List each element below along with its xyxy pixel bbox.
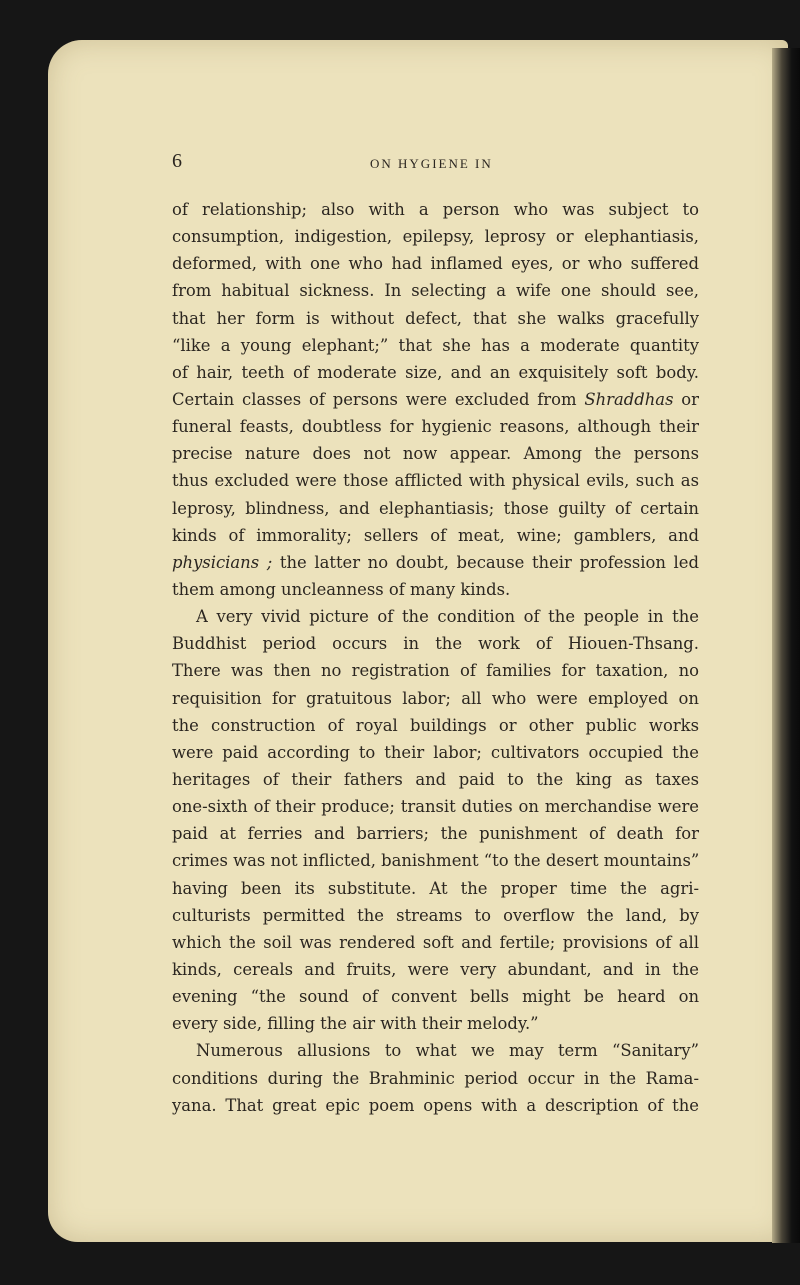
text-line: Numerous allusions to what we may term “Sanitary” <box>196 1041 699 1061</box>
text-line: heritages of their fathers and paid to the king as taxes <box>172 769 699 789</box>
page-header <box>172 150 692 174</box>
running-head: ON HYGIENE IN <box>370 156 493 171</box>
text-line: paid at ferries and barriers; the punishment of death for <box>172 824 699 844</box>
text-line: requisition for gratuitous labor; all who were employed on <box>172 688 699 708</box>
text-line: the construction of royal buildings or other public works <box>172 715 699 735</box>
body-text <box>172 196 699 1119</box>
text-line: A very vivid picture of the condition of the people in the <box>196 607 699 627</box>
text-line: were paid according to their labor; cultivators occupied the <box>172 742 699 762</box>
book-edge <box>772 48 800 1243</box>
text-line: from habitual sickness. In selecting a wife one should see, <box>172 281 699 301</box>
text-line: leprosy, blindness, and elephantiasis; those guilty of certain <box>172 498 699 518</box>
text-line: having been its substitute. At the proper time the agri- <box>172 878 699 898</box>
text-line: which the soil was rendered soft and fertile; provisions of all <box>172 932 699 952</box>
text-line: deformed, with one who had inflamed eyes, or who suffered <box>172 254 699 274</box>
text-line: There was then no registration of families for taxation, no <box>172 661 699 681</box>
text-line: kinds of immorality; sellers of meat, wine; gamblers, and <box>172 525 699 545</box>
text-line: conditions during the Brahminic period occur in the Rama- <box>172 1068 699 1088</box>
text-line: thus excluded were those afflicted with physical evils, such as <box>172 471 699 491</box>
text-line: Certain classes of persons were excluded from Shraddhas or <box>172 389 699 409</box>
text-line: kinds, cereals and fruits, were very abundant, and in the <box>172 959 699 979</box>
text-line: precise nature does not now appear. Among the persons <box>172 444 699 464</box>
text-line: “like a young elephant;” that she has a moderate quantity <box>172 335 699 355</box>
text-line: physicians ; the latter no doubt, because their profession led <box>172 552 699 572</box>
text-line: one-sixth of their produce; transit duties on merchandise were <box>172 797 699 817</box>
text-line: culturists permitted the streams to overflow the land, by <box>172 905 699 925</box>
page-number: 6 <box>172 150 182 172</box>
text-line: consumption, indigestion, epilepsy, leprosy or elephantiasis, <box>172 227 699 247</box>
text-line: evening “the sound of convent bells might be heard on <box>172 987 699 1007</box>
text-line: every side, filling the air with their melody.” <box>172 1014 539 1034</box>
text-line: that her form is without defect, that she walks gracefully <box>172 308 699 328</box>
text-line: funeral feasts, doubtless for hygienic reasons, although their <box>172 417 699 437</box>
text-line: of relationship; also with a person who was subject to <box>172 200 699 219</box>
text-line: yana. That great epic poem opens with a description of the <box>172 1095 699 1115</box>
text-line: of hair, teeth of moderate size, and an exquisitely soft body. <box>172 362 699 382</box>
text-line: Buddhist period occurs in the work of Hiouen-Thsang. <box>172 634 699 654</box>
text-line: them among uncleanness of many kinds. <box>172 579 511 599</box>
text-line: crimes was not inflicted, banishment “to the desert mountains” <box>172 851 700 871</box>
